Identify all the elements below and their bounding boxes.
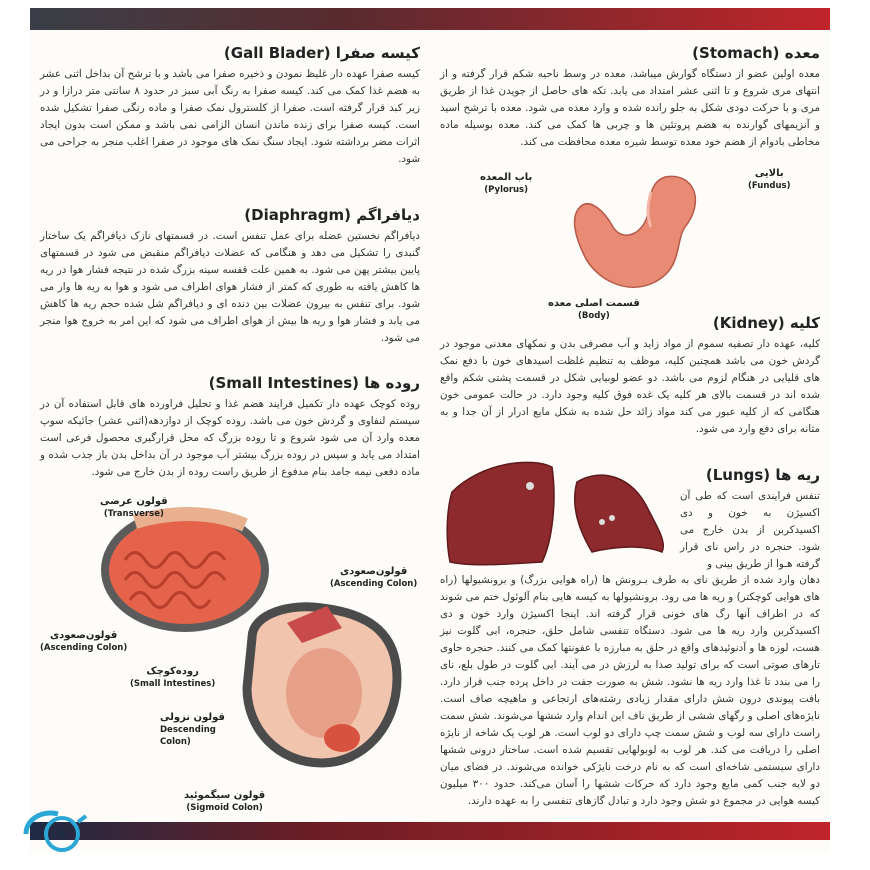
diaphragm-text: دیافراگم نخستین عضله برای عمل تنفس است. در قسمتهای نازک دیافراگم یک ساختار گنبدی را تشکیل می دهد و هنگامی که عضلات دیافراگم منقبض می شود در قسمتهای پایین بیشتر پهن می شود. به همین علت قفسه سینه بزرگ شده در نتیجه فشار هوا در ریه ها کاهش یافته به طوری که کمتر از فشار هوای اطراف می شود و هوا به ریه ها وار می شود. برای تنفس به بیرون عضلات بین دنده ای و دیافراگم شل شده حجم ریه ها کاهش می یابد و فشار هوا و ریه ها بیش از هوای اطراف می شود که این امر به خروج هوا منجر می شود.	[40, 230, 420, 344]
publisher-logo	[18, 804, 92, 856]
pylorus-label	[480, 172, 532, 196]
ascending-label-left-fa: قولون‌صعودی	[49, 630, 118, 641]
descending-label	[160, 712, 225, 748]
lungs-text-top: تنفس فرایندی است که طی آن اکسیژن به خون و دی اکسیدکربن از بدن خارج می شود. حنجره در راس نای قرار گرفته هـوا از طریق بینی و	[680, 490, 820, 570]
kidney-section	[440, 314, 820, 438]
small-intestine-label-en: (Small Intestines)	[130, 679, 216, 689]
intestines-illustration-back	[232, 598, 412, 773]
sigmoid-label	[184, 790, 265, 814]
intestines-section	[40, 374, 420, 481]
lungs-section	[440, 568, 820, 810]
small-intestine-label	[130, 666, 215, 690]
diaphragm-section	[40, 206, 420, 347]
top-banner	[30, 8, 830, 30]
ascending-label-right	[330, 566, 417, 590]
kidney-text: کلیه، عهده دار تصفیه سموم از مواد زاید و آب مصرفی بدن و نمکهای معدنی موجود در گردش خون می باشد همچنین کلیه، موظف به تنظیم غلظت اسیدهای خون با دفع نمک های قلیایی در هنگام لزوم می باشد. دو عضو لوبیایی شکل در قسمت پشتی شکم واقع شده اند در قسمت بالای هر کلیه یک غده فوق کلیه وجود دارد. در حالت عمومی خون هنگامی که از کلیه عبور می کند مواد زائد حل شده به شکل مایع ادرار از آن جدا و به مثانه برای دفع وارد می شود.	[440, 338, 820, 435]
lungs-illustration	[442, 452, 682, 572]
stomach-illustration	[555, 172, 720, 302]
descending-label-en1: Descending	[160, 725, 216, 735]
stomach-heading: معده (Stomach)	[692, 44, 820, 62]
fundus-label	[748, 168, 790, 192]
small-intestine-label-fa: روده‌کوچک	[146, 666, 199, 677]
gallbladder-text: کیسه صفرا عهده دار غلیظ نمودن و ذخیره صفرا می باشد و با ترشح آن بداخل اثنی عشر به هضم غذا کمک می کند. کیسه صفرا به رنگ آبی سبز در حدود ۸ سانتی متر درازا و در زیر کبد قرار گرفته است. صفرا از کلسترول نمک صفرا و ماده رنگی صفرا تشکیل شده است. کیسه صفرا برای زنده ماندن انسان الزامی نمی باشد و ممکن است بدون ایجاد اثرات مضر برداشته شود. ایجاد سنگ نمک های موجود در صفرا اغلب منجر به جراحی می شود.	[40, 68, 420, 165]
lungs-section-top	[680, 466, 820, 573]
sigmoid-label-en: (Sigmoid Colon)	[186, 803, 263, 813]
bottom-banner	[30, 822, 830, 840]
transverse-label-en: (Transverse)	[103, 509, 164, 519]
stomach-body-label-fa: قسمت اصلی معده	[548, 298, 640, 309]
pylorus-label-fa: باب المعده	[480, 172, 533, 183]
ascending-label-left-en: (Ascending Colon)	[40, 643, 128, 653]
stomach-text: معده اولین عضو از دستگاه گوارش میباشد. معده در وسط ناحیه شکم قرار گرفته و از انتهای مری شروع و تا اثنی عشر امتداد می یابد. تکه های حاصل از جویدن غذا از طریق مری و با حرکت دودی شکل به جلو رانده شده و وارد معده می شود. معده با ترشح اسید و آنزیمهای گوارنده به هضم پروتئین ها و چربی ها کمک می کند. معده بوسیله ماده مخاطی بادوام از هضم خود معده توسط شیره معده محافظت می کند.	[440, 68, 820, 148]
intestines-text: روده کوچک عهده دار تکمیل فرایند هضم غذا و تحلیل فراورده های قابل استفاده آن در سیستم لنفاوی و گردش خون می باشد. روده کوچک از دوازدهه(اثنی عشر) جائیکه سوپ معده وارد آن می شود شروع و تا روده بزرگ که محل قرارگیری محصول فرعی است امتداد می یابد و سپس در روده بزرگ بیشتر آب موجود در آن بداخل بدن باز جذب شده و ماده دفعی نیمه جامد بنام مدفوع از طریق راست روده از بدن خارج می شود.	[40, 398, 420, 478]
pylorus-label-en: (Pylorus)	[484, 185, 529, 195]
ascending-label-left	[40, 630, 127, 654]
transverse-label	[100, 496, 168, 520]
ascending-label-right-en: (Ascending Colon)	[330, 579, 418, 589]
stomach-section	[440, 44, 820, 151]
descending-label-fa: قولون نزولی	[160, 712, 225, 723]
fundus-label-en: (Fundus)	[748, 181, 791, 191]
gallbladder-heading: کیسه صفرا (Gall Blader)	[223, 44, 420, 62]
gallbladder-section	[40, 44, 420, 168]
ascending-label-right-fa: قولون‌صعودی	[339, 566, 408, 577]
stomach-body-label-en: (Body)	[578, 311, 610, 321]
lungs-heading: ریه ها (Lungs)	[705, 466, 820, 484]
lungs-text: دهان وارد شده از طریق نای به طرف بـرونش ها (راه هوایی بزرگ) و برونشیولها (راه های هوایی کوچکتر) و ریه ها می رود. برونشیولها به کیسه هایی بنام آلوئول ختم می شوند که در اطراف آنها رگ های خونی قرار گرفته اند. اینجا اکسیژن وارد خون و دی اکسیدکربن وارد ریه ها می شود. دستگاه تنفسی شامل حلق، حنجره، ابی گلوت نیز هست، لوزه ها و آدنوئیدهای واقع در حلق به مبارزه با عفونتها کمک می کنند. حنجره حاوی تارهای صوتی است که برای تولید صدا به لرزش در می آیند. ابی گلوت در طول بلع، نای را می بندد تا غذا وارد ریه ها نشود. شش به صورت جفت در داخل پرده جنب قرار دارد. بافت پیوندی درون شش دارای مقدار زیادی رشته‌های ارتجاعی و ماهیچه صاف است. نایژه‌های اصلی و رگهای ششی از طریق ناف این اندام وارد ششها می‌شوند. شش سمت راست دارای سه لوب و شش سمت چپ دارای دو لوب است. هر لوب یک شاخه از نایژه اصلی را دریافت می کند. هر لوب به لوبولهایی تقسیم شده است. ساختار درونی ششها دارای سیستمی شاخه‌ای است که به نام درخت نایژکی خوانده می‌شوند. در فضای میان دو لایه جنب کمی مایع وجود دارد که حرکات ششها را آسان می‌کند. حدود ۳۰۰ میلیون کیسه هوایی در مجموع دو شش وجود دارد و تبادل گازهای تنفسی را به عهده دارند.	[440, 574, 820, 807]
transverse-label-fa: قولون عرضی	[100, 496, 168, 507]
sigmoid-label-fa: قولون سیگموئید	[184, 790, 266, 801]
intestines-heading: روده ها (Small Intestines)	[208, 374, 420, 392]
kidney-heading: کلیه (Kidney)	[712, 314, 820, 332]
descending-label-en2: Colon)	[160, 737, 191, 747]
diaphragm-heading: دیافراگم (Diaphragm)	[244, 206, 420, 224]
fundus-label-fa: بالایی	[754, 168, 784, 179]
